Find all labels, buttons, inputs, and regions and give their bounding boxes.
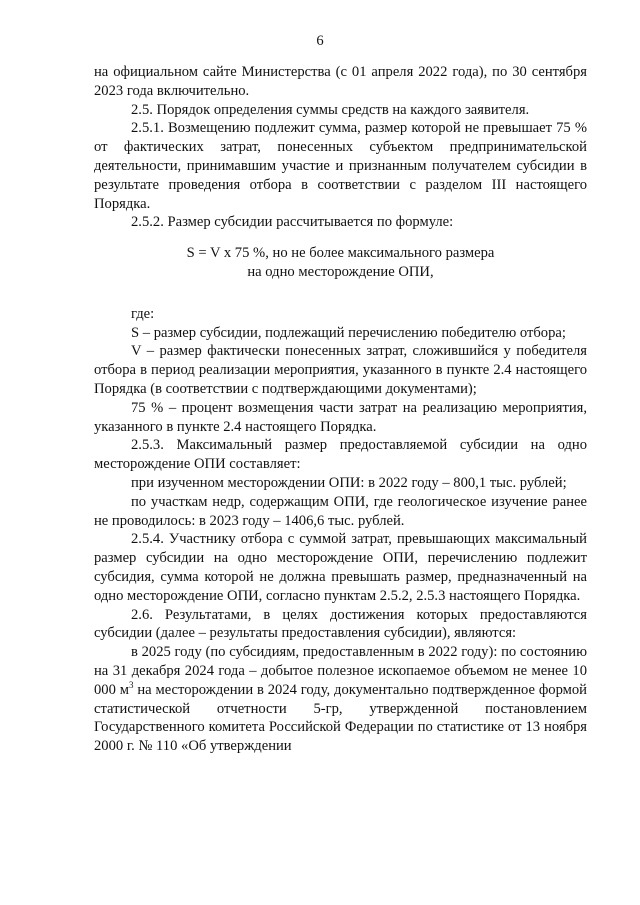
paragraph-text: на месторождении в 2024 году, документально подтвержденное формой статистической отчетности 5-гр, утвержденной постановлением Государственного комитета Российской Федерации по статистике от 13 ноября 2000 г. № 110 «Об утверждении [94,681,587,755]
spacer [94,282,587,305]
paragraph: 2.5.1. Возмещению подлежит сумма, размер которой не превышает 75 % от фактических затрат, понесенных субъектом предпринимательской деятельности, принимавшим участие и признанным получателем субсидии в результате проведения отбора в соответствии с разделом III настоящего Порядка. [94,120,587,212]
spacer [94,232,587,244]
paragraph: 75 % – процент возмещения части затрат на реализацию мероприятия, указанного в пункте 2.4 настоящего Порядка. [94,399,587,435]
paragraph: при изученном месторождении ОПИ: в 2022 году – 800,1 тыс. рублей; [131,474,567,491]
paragraph: на официальном сайте Министерства (с 01 апреля 2022 года), по 30 сентября 2023 года включительно. [94,64,587,99]
paragraph: на одно месторождение ОПИ, [247,263,434,280]
paragraph: по участкам недр, содержащим ОПИ, где геологическое изучение ранее не проводилось: в 2023 году – 1406,6 тыс. рублей. [94,493,587,529]
paragraph-results-2025 [94,643,587,756]
document-body [94,63,587,756]
paragraph: где: [131,305,155,322]
paragraph: 2.5.3. Максимальный размер предоставляемой субсидии на одно месторождение ОПИ составляет: [94,437,587,473]
superscript-3: 3 [128,679,134,690]
paragraph: V – размер фактически понесенных затрат, сложившийся у победителя отбора в период реализации мероприятия, указанного в пункте 2.4 настоящего Порядка (в соответствии с подтверждающими документами); [94,343,587,397]
paragraph: 2.6. Результатами, в целях достижения которых предоставляются субсидии (далее – результаты предоставления субсидии), являются: [94,606,587,642]
paragraph: 2.5. Порядок определения суммы средств на каждого заявителя. [131,101,530,118]
paragraph-text: в 2025 году (по субсидиям, предоставленным в 2022 году): по состоянию на 31 декабря 2024 года – добытое полезное ископаемое объемом не менее 10 000 м [94,644,587,698]
paragraph: S = V x 75 %, но не более максимального размера [186,245,495,262]
paragraph: 2.5.4. Участнику отбора с суммой затрат, превышающих максимальный размер субсидии на одно месторождение ОПИ, перечислению подлежит субсидия, сумма которой не должна превышать размер, предназначенный на одно месторождение ОПИ, согласно пунктам 2.5.2, 2.5.3 настоящего Порядка. [94,531,587,604]
page-number: 6 [316,33,324,49]
paragraph: S – размер субсидии, подлежащий перечислению победителю отбора; [131,324,566,341]
paragraph: 2.5.2. Размер субсидии рассчитывается по формуле: [131,214,454,231]
